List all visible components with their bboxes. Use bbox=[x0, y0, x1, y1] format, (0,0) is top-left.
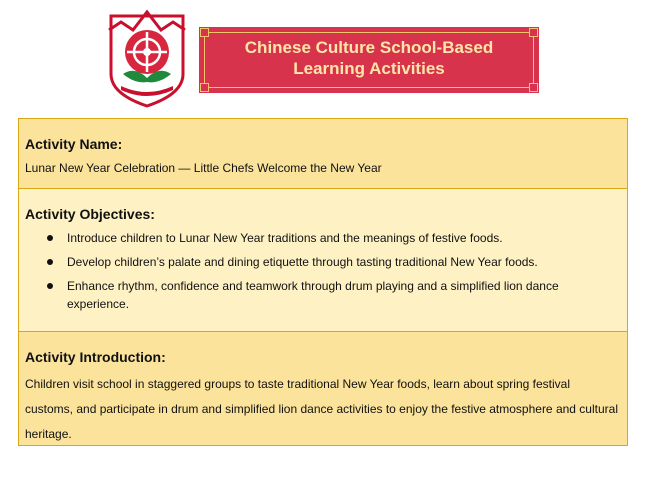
bullet-icon bbox=[47, 235, 53, 241]
activity-introduction-section bbox=[19, 332, 627, 445]
activity-name-section bbox=[19, 119, 627, 189]
activity-table bbox=[18, 118, 628, 446]
title-banner bbox=[199, 27, 539, 93]
activity-name-heading: Activity Name: bbox=[25, 136, 123, 152]
banner-corner-ornament bbox=[200, 28, 209, 37]
activity-introduction-text: Children visit school in staggered groups to taste traditional New Year foods, learn about spring festival customs, and participate in drum and simplified lion dance activities to enjoy the festive atmosphere and cultural heritage. bbox=[25, 377, 618, 441]
banner-corner-ornament bbox=[529, 28, 538, 37]
banner-corner-ornament bbox=[529, 83, 538, 92]
list-item bbox=[25, 277, 621, 313]
activity-name-text: Lunar New Year Celebration — Little Chefs Welcome the New Year bbox=[25, 161, 382, 175]
list-item bbox=[25, 253, 621, 271]
bullet-icon bbox=[47, 259, 53, 265]
objective-text: Introduce children to Lunar New Year traditions and the meanings of festive foods. bbox=[67, 231, 503, 245]
objective-text: Develop children’s palate and dining etiquette through tasting traditional New Year foods. bbox=[67, 255, 538, 269]
bullet-icon bbox=[47, 283, 53, 289]
objective-text: Enhance rhythm, confidence and teamwork through drum playing and a simplified lion dance experience. bbox=[67, 279, 559, 311]
objectives-list bbox=[25, 229, 621, 313]
list-item bbox=[25, 229, 621, 247]
banner-corner-ornament bbox=[200, 83, 209, 92]
activity-objectives-section bbox=[19, 189, 627, 332]
activity-objectives-heading: Activity Objectives: bbox=[25, 206, 155, 222]
activity-introduction-heading: Activity Introduction: bbox=[25, 349, 166, 365]
page-title: Chinese Culture School-Based Learning Activities bbox=[244, 38, 494, 78]
school-crest-icon bbox=[107, 8, 187, 108]
